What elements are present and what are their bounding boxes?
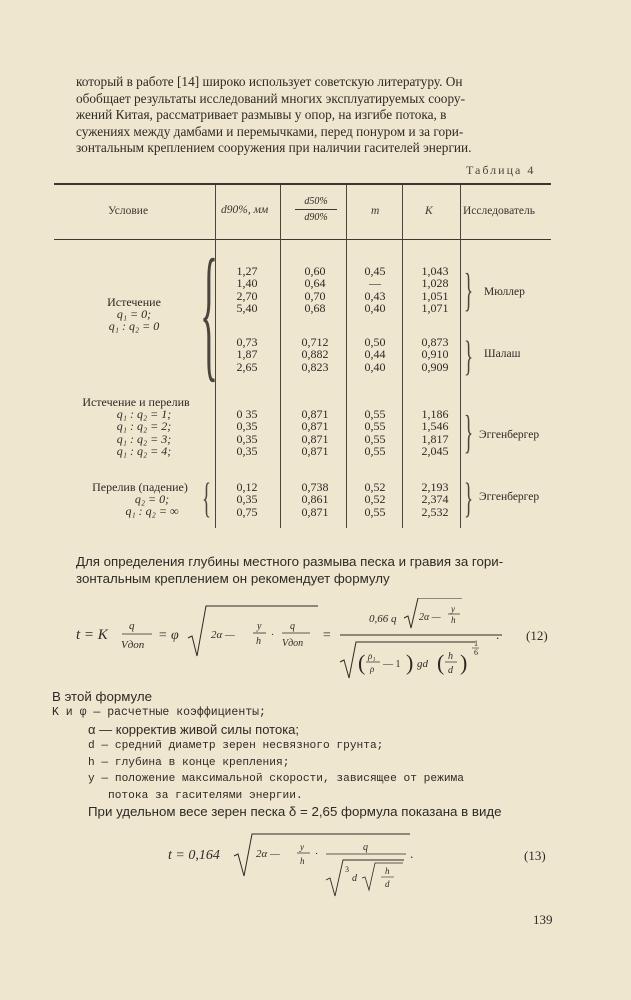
header-condition: Условие [108, 205, 149, 217]
f12-q: q [129, 620, 135, 632]
column-divider [460, 185, 461, 528]
right-brace: } [464, 476, 474, 522]
table-cell: 0,55 [364, 407, 386, 421]
ratio-group-1 [290, 265, 340, 314]
m-group-2 [352, 336, 398, 373]
definition-line: y — положение максимальной скорости, зависящее от режима [88, 773, 464, 785]
f12-exp-den: 6 [474, 648, 478, 657]
header-m: m [371, 205, 380, 217]
f13-cube: 3 [345, 865, 349, 874]
f12-num-h: h [451, 615, 456, 625]
f12-den-h: h [448, 651, 453, 662]
table-cell: 0,68 [304, 300, 326, 315]
intro-line: обобщает результаты исследований многих эксплуатируемых соору- [76, 90, 466, 106]
f12-rho: ρ [370, 664, 375, 674]
paragraph-formula-intro [76, 553, 556, 587]
table-cell: 0,712 [301, 335, 329, 349]
table-cell: 1,051 [421, 288, 449, 303]
defs-title: В этой формуле [52, 689, 153, 704]
header-d90 [221, 204, 268, 216]
f12-gd: gd [417, 658, 428, 670]
f12-vdop: Vдоп [121, 639, 145, 651]
intro-line: сужениях между дамбами и перемычками, перед понуром и за гори- [76, 123, 464, 139]
table-cell: 0,871 [301, 443, 329, 458]
table-cell: 0,73 [236, 335, 258, 349]
table-cell: 0,871 [301, 407, 329, 421]
f12-q2: q [290, 621, 295, 632]
f12-num-coef: 0,66 q [369, 613, 397, 625]
intro-paragraph [76, 74, 554, 157]
definition-line: потока за гасителями энергии. [108, 789, 303, 802]
condition-group-1 [78, 296, 190, 333]
table-cell: 0,52 [364, 480, 386, 494]
column-divider [346, 185, 347, 528]
table-cell: 0,873 [421, 335, 449, 349]
header-ratio [295, 195, 337, 224]
table-cell: 0,910 [421, 347, 449, 362]
intro-line: зонтальным креплением сооружения при наличии гасителей энергии. [76, 140, 472, 156]
paragraph-line: зонтальным креплением он рекомендует формулу [76, 571, 390, 586]
f12-num-y: y [451, 604, 455, 614]
header-k: K [425, 205, 433, 217]
d90-group-2 [222, 336, 272, 373]
k-group-1 [410, 265, 460, 314]
table-cell: 0,64 [304, 276, 326, 291]
f12-h: h [256, 636, 261, 647]
f12-minus1: — 1 [383, 659, 401, 670]
f12-eq: = [322, 628, 332, 643]
table-top-rule [54, 183, 551, 185]
table-cell: 0,70 [304, 288, 326, 303]
table-cell: 0,43 [364, 288, 386, 303]
table-cell: 0,60 [304, 264, 326, 278]
table-cell: 0,40 [364, 300, 386, 315]
table-cell: 0,871 [301, 504, 329, 519]
formula-13 [160, 830, 560, 900]
condition-line: q₂ = 0; [134, 492, 170, 507]
table-cell: 1,028 [421, 276, 449, 291]
condition-line: q₁ = 0; [116, 307, 152, 322]
table-cell: 1,87 [236, 347, 258, 362]
definitions-list [52, 705, 572, 804]
k-group-2 [410, 336, 460, 373]
f13-lhs: t = 0,164 [168, 848, 220, 863]
table-cell: 0,55 [364, 504, 386, 519]
table-cell: 0,738 [301, 480, 329, 494]
f12-two-alpha: 2α — [211, 629, 235, 641]
f12-rho1: ρ₁ [368, 651, 376, 661]
table-cell: 1,546 [421, 419, 449, 434]
definition-line: K и φ — расчетные коэффициенты; [52, 706, 266, 719]
table-cell: 0,35 [236, 443, 258, 458]
f13-period: . [410, 846, 414, 861]
d90-group-1 [222, 265, 272, 314]
f12-eq-phi: = φ [158, 628, 179, 643]
table-cell: 1,071 [421, 300, 449, 315]
formula-12 [70, 598, 560, 688]
table-cell: 0,55 [364, 443, 386, 458]
radical-sign [362, 863, 403, 890]
f13-two-alpha: 2α — [256, 848, 280, 860]
intro-line: который в работе [14] широко использует советскую литературу. Он [76, 74, 463, 89]
condition-line: Перелив (падение) [92, 480, 188, 494]
d90-group-4 [222, 481, 272, 518]
f13-y: y [300, 842, 304, 852]
f12-exp-num: 1 [474, 639, 478, 648]
table-cell: 0,861 [301, 492, 329, 507]
f12-paren-close2: ) [460, 650, 468, 675]
table-cell: 0,55 [364, 419, 386, 434]
condition-line: q₁ : q₂ = 0 [108, 319, 160, 334]
header-ratio-denominator: d90% [304, 212, 328, 223]
condition-group-4 [76, 481, 204, 518]
d90-group-3 [222, 408, 272, 457]
table-cell: 0,40 [364, 359, 386, 374]
right-brace: } [464, 407, 474, 459]
f12-period: . [496, 627, 500, 642]
f12-number: (12) [526, 628, 548, 643]
table-cell: 0,45 [364, 264, 386, 278]
k-group-3 [410, 408, 460, 457]
f12-paren-close: ) [406, 650, 414, 675]
table-cell: 2,65 [236, 359, 258, 374]
condition-group-3 [66, 396, 206, 457]
table-cell: 0,871 [301, 431, 329, 446]
definition-line: d — средний диаметр зерен несвязного грунта; [88, 740, 384, 752]
f12-den-d: d [448, 665, 453, 676]
f12-y: y [257, 621, 262, 632]
condition-line: q₁ : q₂ = 2; [116, 419, 172, 434]
f13-d: d [352, 873, 357, 884]
table-cell: 1,817 [421, 431, 449, 446]
definition-line: α — корректив живой силы потока; [88, 721, 300, 737]
table-cell: 1,27 [236, 264, 258, 278]
left-brace: { [200, 229, 218, 395]
table-cell: 0,55 [364, 431, 386, 446]
table-cell: 0,823 [301, 359, 329, 374]
f12-paren-open2: ( [437, 650, 445, 675]
condition-line: q₁ : q₂ = 1; [116, 407, 172, 422]
condition-line: q₁ : q₂ = 4; [116, 443, 172, 458]
table-cell: 2,045 [421, 443, 449, 458]
table-cell: 0,35 [236, 419, 258, 434]
f12-num-two-alpha: 2α — [419, 612, 441, 623]
intro-line: жений Китая, рассматривает размывы у опор, на изгибе потока, в [76, 107, 447, 123]
left-brace: { [202, 476, 212, 522]
table-cell: 0,35 [236, 431, 258, 446]
table-cell: — [369, 276, 381, 291]
table-cell: 2,374 [421, 492, 449, 507]
column-divider [280, 185, 281, 528]
m-group-3 [352, 408, 398, 457]
table-cell: 0,882 [301, 347, 329, 362]
table-cell: 5,40 [236, 300, 258, 315]
right-brace: } [464, 265, 474, 317]
header-ratio-numerator: d50% [304, 196, 328, 207]
m-group-1 [352, 265, 398, 314]
table-header-rule [54, 239, 551, 240]
table-cell: 1,40 [236, 276, 258, 291]
f13-dot: · [315, 848, 318, 860]
f13-h: h [300, 856, 305, 866]
header-researcher: Исследователь [463, 205, 536, 217]
table-cell: 0,12 [236, 480, 258, 494]
m-group-4 [352, 481, 398, 518]
researcher-muller: Мюллер [484, 286, 525, 298]
f13-number: (13) [524, 848, 546, 863]
paragraph-line: Для определения глубины местного размыва песка и гравия за гори- [76, 554, 504, 569]
f12-vdop2: Vдоп [282, 638, 304, 649]
table-cell: 1,186 [421, 407, 449, 421]
table-cell: 0,75 [236, 504, 258, 519]
condition-line: Истечение и перелив [82, 395, 190, 409]
f12-lhs: t = K [76, 627, 108, 643]
researcher-eggenberger-1: Эггенбергер [479, 429, 540, 441]
table-cell: 2,532 [421, 504, 449, 519]
table-cell: 0 35 [236, 407, 258, 421]
table-cell: 0,871 [301, 419, 329, 434]
table-cell: 0,909 [421, 359, 449, 374]
f12-dot: · [271, 629, 274, 641]
table-cell: 0,52 [364, 492, 386, 507]
ratio-group-4 [290, 481, 340, 518]
table-cell: 0,44 [364, 347, 386, 362]
condition-line: Истечение [107, 295, 161, 309]
researcher-shalash: Шалаш [484, 348, 521, 360]
researcher-eggenberger-2: Эггенбергер [479, 491, 540, 503]
ratio-group-3 [290, 408, 340, 457]
right-brace: } [464, 334, 474, 380]
paragraph-sand-weight: При удельном весе зерен песка δ = 2,65 формула показана в виде [88, 804, 502, 819]
page-number: 139 [533, 912, 553, 927]
table-cell: 2,70 [236, 288, 258, 303]
definition-line: h — глубина в конце крепления; [88, 756, 290, 769]
condition-line: q₁ : q₂ = ∞ [125, 504, 179, 519]
header-d90-text: d90%, мм [221, 204, 269, 216]
table-cell: 1,043 [421, 264, 449, 278]
f13-d2: d [385, 879, 390, 889]
ratio-group-2 [290, 336, 340, 373]
table-cell: 2,193 [421, 480, 449, 494]
column-divider [402, 185, 403, 528]
k-group-4 [410, 481, 460, 518]
fraction-bar [295, 209, 337, 210]
f12-paren-open: ( [358, 650, 366, 675]
table-caption: Таблица 4 [466, 163, 536, 177]
condition-line: q₁ : q₂ = 3; [116, 431, 172, 446]
f13-h2: h [385, 866, 390, 876]
f13-q: q [363, 842, 368, 853]
table-cell: 0,50 [364, 335, 386, 349]
table-cell: 0,35 [236, 492, 258, 507]
